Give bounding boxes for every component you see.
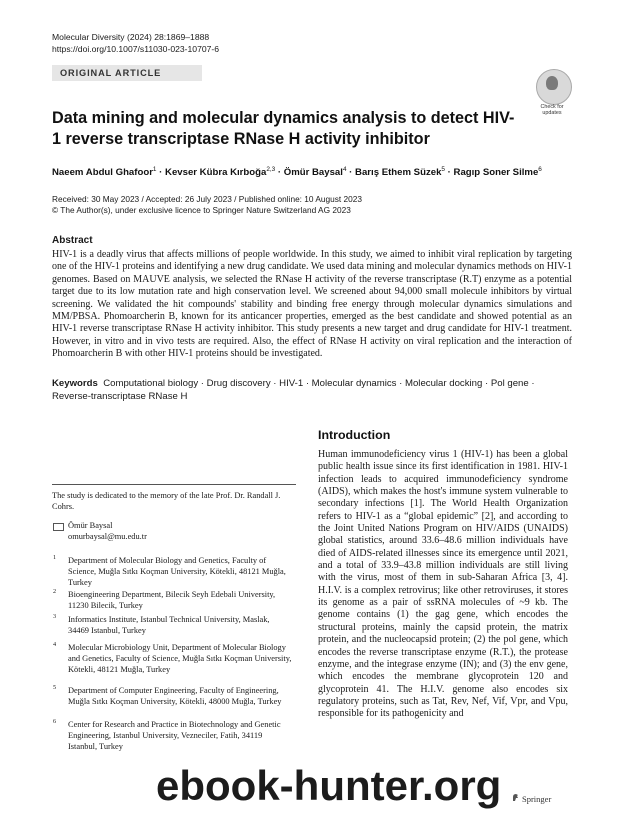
- introduction-body: Human immunodeficiency virus 1 (HIV-1) has been a global public health issue since its first identification in 1981. HIV-1 infection leads to acquired immunodeficiency syndrome (AIDS), which makes the host's immune system vulnerable to secondary infections [1]. The World Health Organization refers to HIV-1 as a “global epidemic” [2], and according to the Joint United Nations Program on HIV/AIDS (UNAIDS) global statistics, around 33.6–48.6 million individuals have died of AIDS-related illnesses since its emergence until 2021, and a total of 33.9–43.8 million individuals are still living with the virus, most of them in sub-Saharan Africa [3, 4]. H.I.V. is a complex retrovirus; like other retroviruses, it stores its genome as a pair of ssRNA molecules of ~9 kb. The genome contains (1) the gag gene, which encodes the structural proteins, mainly the capsid protein, the matrix protein, and the nucleocapsid protein; (2) the pol gene, which encodes the reverse transcriptase enzyme (R.T.), the protease enzyme, and the integrase enzyme (IN); and (3) the env gene, which encodes the membrane glycoprotein 120 and glycoprotein 41. The H.I.V. genome also encodes six regulatory proteins, such as Tat, Rev, Nef, Vif, Vpr, and Vpu, responsible for its pathogenicity and: [318, 449, 568, 720]
- keywords-list: Computational biology · Drug discovery · HIV-1 · Molecular dynamics · Molecular docking · Pol gene · Reverse-transcriptase RNase H: [52, 378, 535, 402]
- author-list: [52, 163, 592, 179]
- affiliation-text: Molecular Microbiology Unit, Department of Molecular Biology and Genetics, Faculty of Science, Muğla Sıtkı Koçman University, Kötekli, 48121 Muğla, Turkey: [68, 643, 292, 674]
- doi-link[interactable]: https://doi.org/10.1007/s11030-023-10707-6: [52, 44, 220, 54]
- springer-horse-icon: [512, 793, 519, 802]
- introduction-heading: Introduction: [318, 428, 391, 442]
- copyright-notice: © The Author(s), under exclusive licence to Springer Nature Switzerland AG 2023: [52, 205, 351, 215]
- corresponding-author-email[interactable]: omurbaysal@mu.edu.tr: [68, 532, 147, 541]
- author-name[interactable]: Barış Ethem Süzek: [355, 167, 442, 179]
- author-affiliation-sup: 5: [441, 166, 445, 173]
- author-affiliation-sup: 2,3: [266, 166, 276, 173]
- author-separator: ·: [275, 167, 284, 179]
- corresponding-author-name: Ömür Baysal: [68, 521, 113, 530]
- publication-dates: Received: 30 May 2023 / Accepted: 26 July 2023 / Published online: 10 August 2023: [52, 194, 362, 204]
- dedication-note: The study is dedicated to the memory of the late Prof. Dr. Randall J. Cohrs.: [52, 491, 281, 511]
- affiliation-text: Informatics Institute, Istanbul Technical University, Maslak, 34469 Istanbul, Turkey: [68, 615, 270, 635]
- author-separator: ·: [346, 167, 356, 179]
- keywords: [52, 378, 572, 403]
- keywords-label: Keywords: [52, 378, 98, 389]
- publisher-logo: Springer: [522, 794, 552, 804]
- author-name[interactable]: Ragıp Soner Silme: [453, 167, 539, 179]
- article-type-label: ORIGINAL ARTICLE: [60, 68, 162, 78]
- affiliation-number: 3: [53, 613, 57, 620]
- footnote-divider: [52, 484, 296, 485]
- affiliation-number: 4: [53, 641, 57, 648]
- author-separator: ·: [444, 167, 454, 179]
- bookmark-icon: [546, 76, 558, 90]
- affiliation-text: Department of Molecular Biology and Genetics, Faculty of Science, Muğla Sıtkı Koçman University, Kötekli, 48121 Muğla, Turkey: [68, 556, 286, 587]
- abstract-body: HIV-1 is a deadly virus that affects millions of people worldwide. In this study, we aimed to inhibit viral replication by targeting one of the HIV-1 proteins and identifying a new drug candidate. We used data mining and molecular dynamics methods on HIV-1 genomes. Based on MAUVE analysis, we selected the RNase H activity of the reverse transcriptase (R.T) enzyme as a potential target due to its low mutation rate and high conservation level. We screened about 94,000 small molecule inhibitors by virtual screening. We validated the hit compounds' stability and binding free energy through molecular dynamics simulations and MM/PBSA. Phomoarcherin B, known for its anticancer properties, emerged as the best candidate and showed potential as an HIV-1 reverse transcriptase RNase H activity inhibitor. This study presents a new target and drug candidate for HIV-1 treatment. However, in vitro and in vivo tests are required. Also, the effect of RNase H activity on viral replication and the interaction of Phomoarcherin B with other HIV-1 proteins should be investigated.: [52, 249, 572, 360]
- author-name[interactable]: Naeem Abdul Ghafoor: [52, 167, 153, 179]
- affiliation-number: 1: [53, 554, 57, 561]
- affiliation-number: 2: [53, 588, 57, 595]
- author-name[interactable]: Ömür Baysal: [283, 167, 343, 179]
- author-name[interactable]: Kevser Kübra Kırboğa: [165, 167, 267, 179]
- check-for-updates-label: Check for: [540, 104, 564, 110]
- affiliation-text: Department of Computer Engineering, Faculty of Engineering, Muğla Sıtkı Koçman University, Kötekli, 48000 Muğla, Turkey: [68, 686, 282, 706]
- article-title: Data mining and molecular dynamics analysis to detect HIV-1 reverse transcriptase RNase H activity inhibitor: [52, 109, 515, 148]
- check-for-updates-label-2: updates: [542, 110, 562, 116]
- envelope-icon: [53, 523, 64, 531]
- author-separator: ·: [156, 167, 166, 179]
- affiliation-number: 5: [53, 684, 57, 691]
- abstract-heading: Abstract: [52, 235, 93, 246]
- affiliation-number: 6: [53, 718, 57, 725]
- author-affiliation-sup: 4: [342, 166, 347, 173]
- watermark-text: ebook-hunter.org: [156, 762, 502, 809]
- journal-citation: Molecular Diversity (2024) 28:1869–1888: [52, 32, 210, 42]
- affiliation-text: Center for Research and Practice in Biotechnology and Genetic Engineering, Istanbul University, Vezneciler, Fatih, 34119 Istanbul, Turkey: [68, 720, 281, 751]
- author-affiliation-sup: 1: [152, 166, 157, 173]
- author-affiliation-sup: 6: [538, 166, 542, 173]
- affiliation-text: Bioengineering Department, Bilecik Seyh Edebali University, 11230 Bilecik, Turkey: [68, 590, 276, 610]
